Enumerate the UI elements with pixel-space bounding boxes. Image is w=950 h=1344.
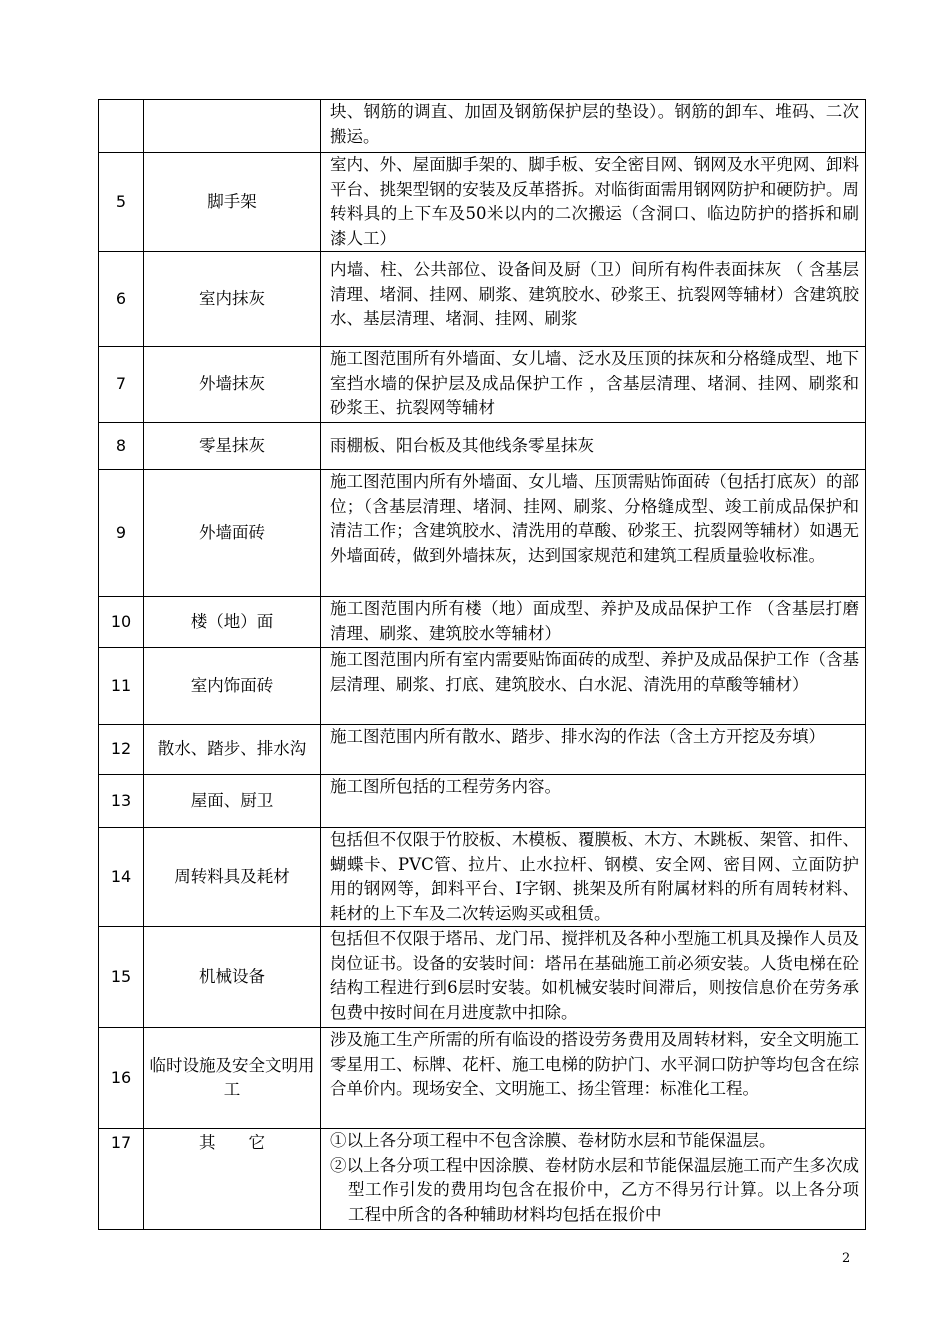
item-description: 涉及施工生产所需的所有临设的搭设劳务费用及周转材料，安全文明施工零星用工、标牌、花杆、施工电梯的防护门、水平洞口防护等均包含在综合单价内。现场安全、文明施工、扬尘管理：标准化工程。 (321, 1028, 866, 1129)
item-description: 施工图范围内所有楼（地）面成型、养护及成品保护工作 （含基层打磨清理、刷浆、建筑胶水等辅材） (321, 597, 866, 648)
table-row (99, 725, 866, 775)
item-description: 施工图范围内所有散水、踏步、排水沟的作法（含土方开挖及夯填） (321, 725, 866, 775)
item-description: 施工图范围所有外墙面、女儿墙、泛水及压顶的抹灰和分格缝成型、地下室挡水墙的保护层及成品保护工作 ，含基层清理、堵洞、挂网、刷浆和砂浆王、抗裂网等辅材 (321, 347, 866, 423)
page-number: 2 (842, 1251, 851, 1266)
item-name: 外墙抹灰 (144, 347, 321, 423)
table-row (99, 423, 866, 470)
row-number: 12 (99, 725, 144, 775)
row-number: 11 (99, 648, 144, 725)
item-name: 零星抹灰 (144, 423, 321, 470)
item-name: 屋面、厨卫 (144, 775, 321, 828)
item-name: 室内饰面砖 (144, 648, 321, 725)
item-name: 室内抹灰 (144, 252, 321, 347)
item-description: 室内、外、屋面脚手架的、脚手板、安全密目网、钢网及水平兜网、卸料平台、挑架型钢的安装及反革搭拆。对临街面需用钢网防护和硬防护。周转料具的上下车及50米以内的二次搬运（含洞口、临边防护的搭拆和刷漆人工） (321, 153, 866, 252)
item-description: 内墙、柱、公共部位、设备间及厨（卫）间所有构件表面抹灰 （ 含基层清理、堵洞、挂网、刷浆、建筑胶水、砂浆王、抗裂网等辅材）含建筑胶水、基层清理、堵洞、挂网、刷浆 (321, 252, 866, 347)
table-row (99, 470, 866, 597)
row-number: 6 (99, 252, 144, 347)
row-number: 14 (99, 828, 144, 927)
item-description: 施工图所包括的工程劳务内容。 (321, 775, 866, 828)
row-number: 10 (99, 597, 144, 648)
item-name: 机械设备 (144, 927, 321, 1028)
table-row (99, 648, 866, 725)
item-name: 其 它 (144, 1129, 321, 1230)
table-row (99, 252, 866, 347)
table-row (99, 775, 866, 828)
row-number: 7 (99, 347, 144, 423)
item-name: 散水、踏步、排水沟 (144, 725, 321, 775)
row-number: 8 (99, 423, 144, 470)
item-description: 施工图范围内所有外墙面、女儿墙、压顶需贴饰面砖（包括打底灰）的部位；（含基层清理、堵洞、挂网、刷浆、分格缝成型、竣工前成品保护和清洁工作；含建筑胶水、清洗用的草酸、砂浆王、抗裂网等辅材）如遇无外墙面砖，做到外墙抹灰，达到国家规范和建筑工程质量验收标准。 (321, 470, 866, 597)
item-name: 临时设施及安全文明用工 (144, 1028, 321, 1129)
row-number (99, 100, 144, 153)
row-number: 5 (99, 153, 144, 252)
item-name: 楼（地）面 (144, 597, 321, 648)
table-row (99, 927, 866, 1028)
table-row (99, 100, 866, 153)
row-number: 17 (99, 1129, 144, 1230)
note-2: ②以上各分项工程中因涂膜、卷材防水层和节能保温层施工而产生多次成型工作引发的费用均包含在报价中，乙方不得另行计算。以上各分项工程中所含的各种辅助材料均包括在报价中 (330, 1155, 859, 1224)
item-description: 雨棚板、阳台板及其他线条零星抹灰 (321, 423, 866, 470)
item-name: 脚手架 (144, 153, 321, 252)
item-description (321, 1129, 866, 1230)
table-row (99, 828, 866, 927)
table-row (99, 1129, 866, 1230)
item-name: 外墙面砖 (144, 470, 321, 597)
note-1: ①以上各分项工程中不包含涂膜、卷材防水层和节能保温层。 (330, 1131, 776, 1150)
item-name (144, 100, 321, 153)
table-row (99, 597, 866, 648)
item-name: 周转料具及耗材 (144, 828, 321, 927)
item-description: 块、钢筋的调直、加固及钢筋保护层的垫设）。钢筋的卸车、堆码、二次搬运。 (321, 100, 866, 153)
table-row (99, 1028, 866, 1129)
item-description: 包括但不仅限于塔吊、龙门吊、搅拌机及各种小型施工机具及操作人员及岗位证书。设备的安装时间：塔吊在基础施工前必须安装。人货电梯在砼结构工程进行到6层时安装。如机械安装时间滞后，则按信息价在劳务承包费中按时间在月进度款中扣除。 (321, 927, 866, 1028)
labor-scope-table (98, 99, 866, 1230)
row-number: 13 (99, 775, 144, 828)
item-description: 施工图范围内所有室内需要贴饰面砖的成型、养护及成品保护工作（含基层清理、刷浆、打底、建筑胶水、白水泥、清洗用的草酸等辅材） (321, 648, 866, 725)
row-number: 9 (99, 470, 144, 597)
row-number: 15 (99, 927, 144, 1028)
row-number: 16 (99, 1028, 144, 1129)
table-row (99, 347, 866, 423)
item-description: 包括但不仅限于竹胶板、木模板、覆膜板、木方、木跳板、架管、扣件、蝴蝶卡、PVC管、拉片、止水拉杆、钢模、安全网、密目网、立面防护用的钢网等，卸料平台、I字钢、挑架及所有附属材料的所有周转材料、耗材的上下车及二次转运购买或租赁。 (321, 828, 866, 927)
table-row (99, 153, 866, 252)
